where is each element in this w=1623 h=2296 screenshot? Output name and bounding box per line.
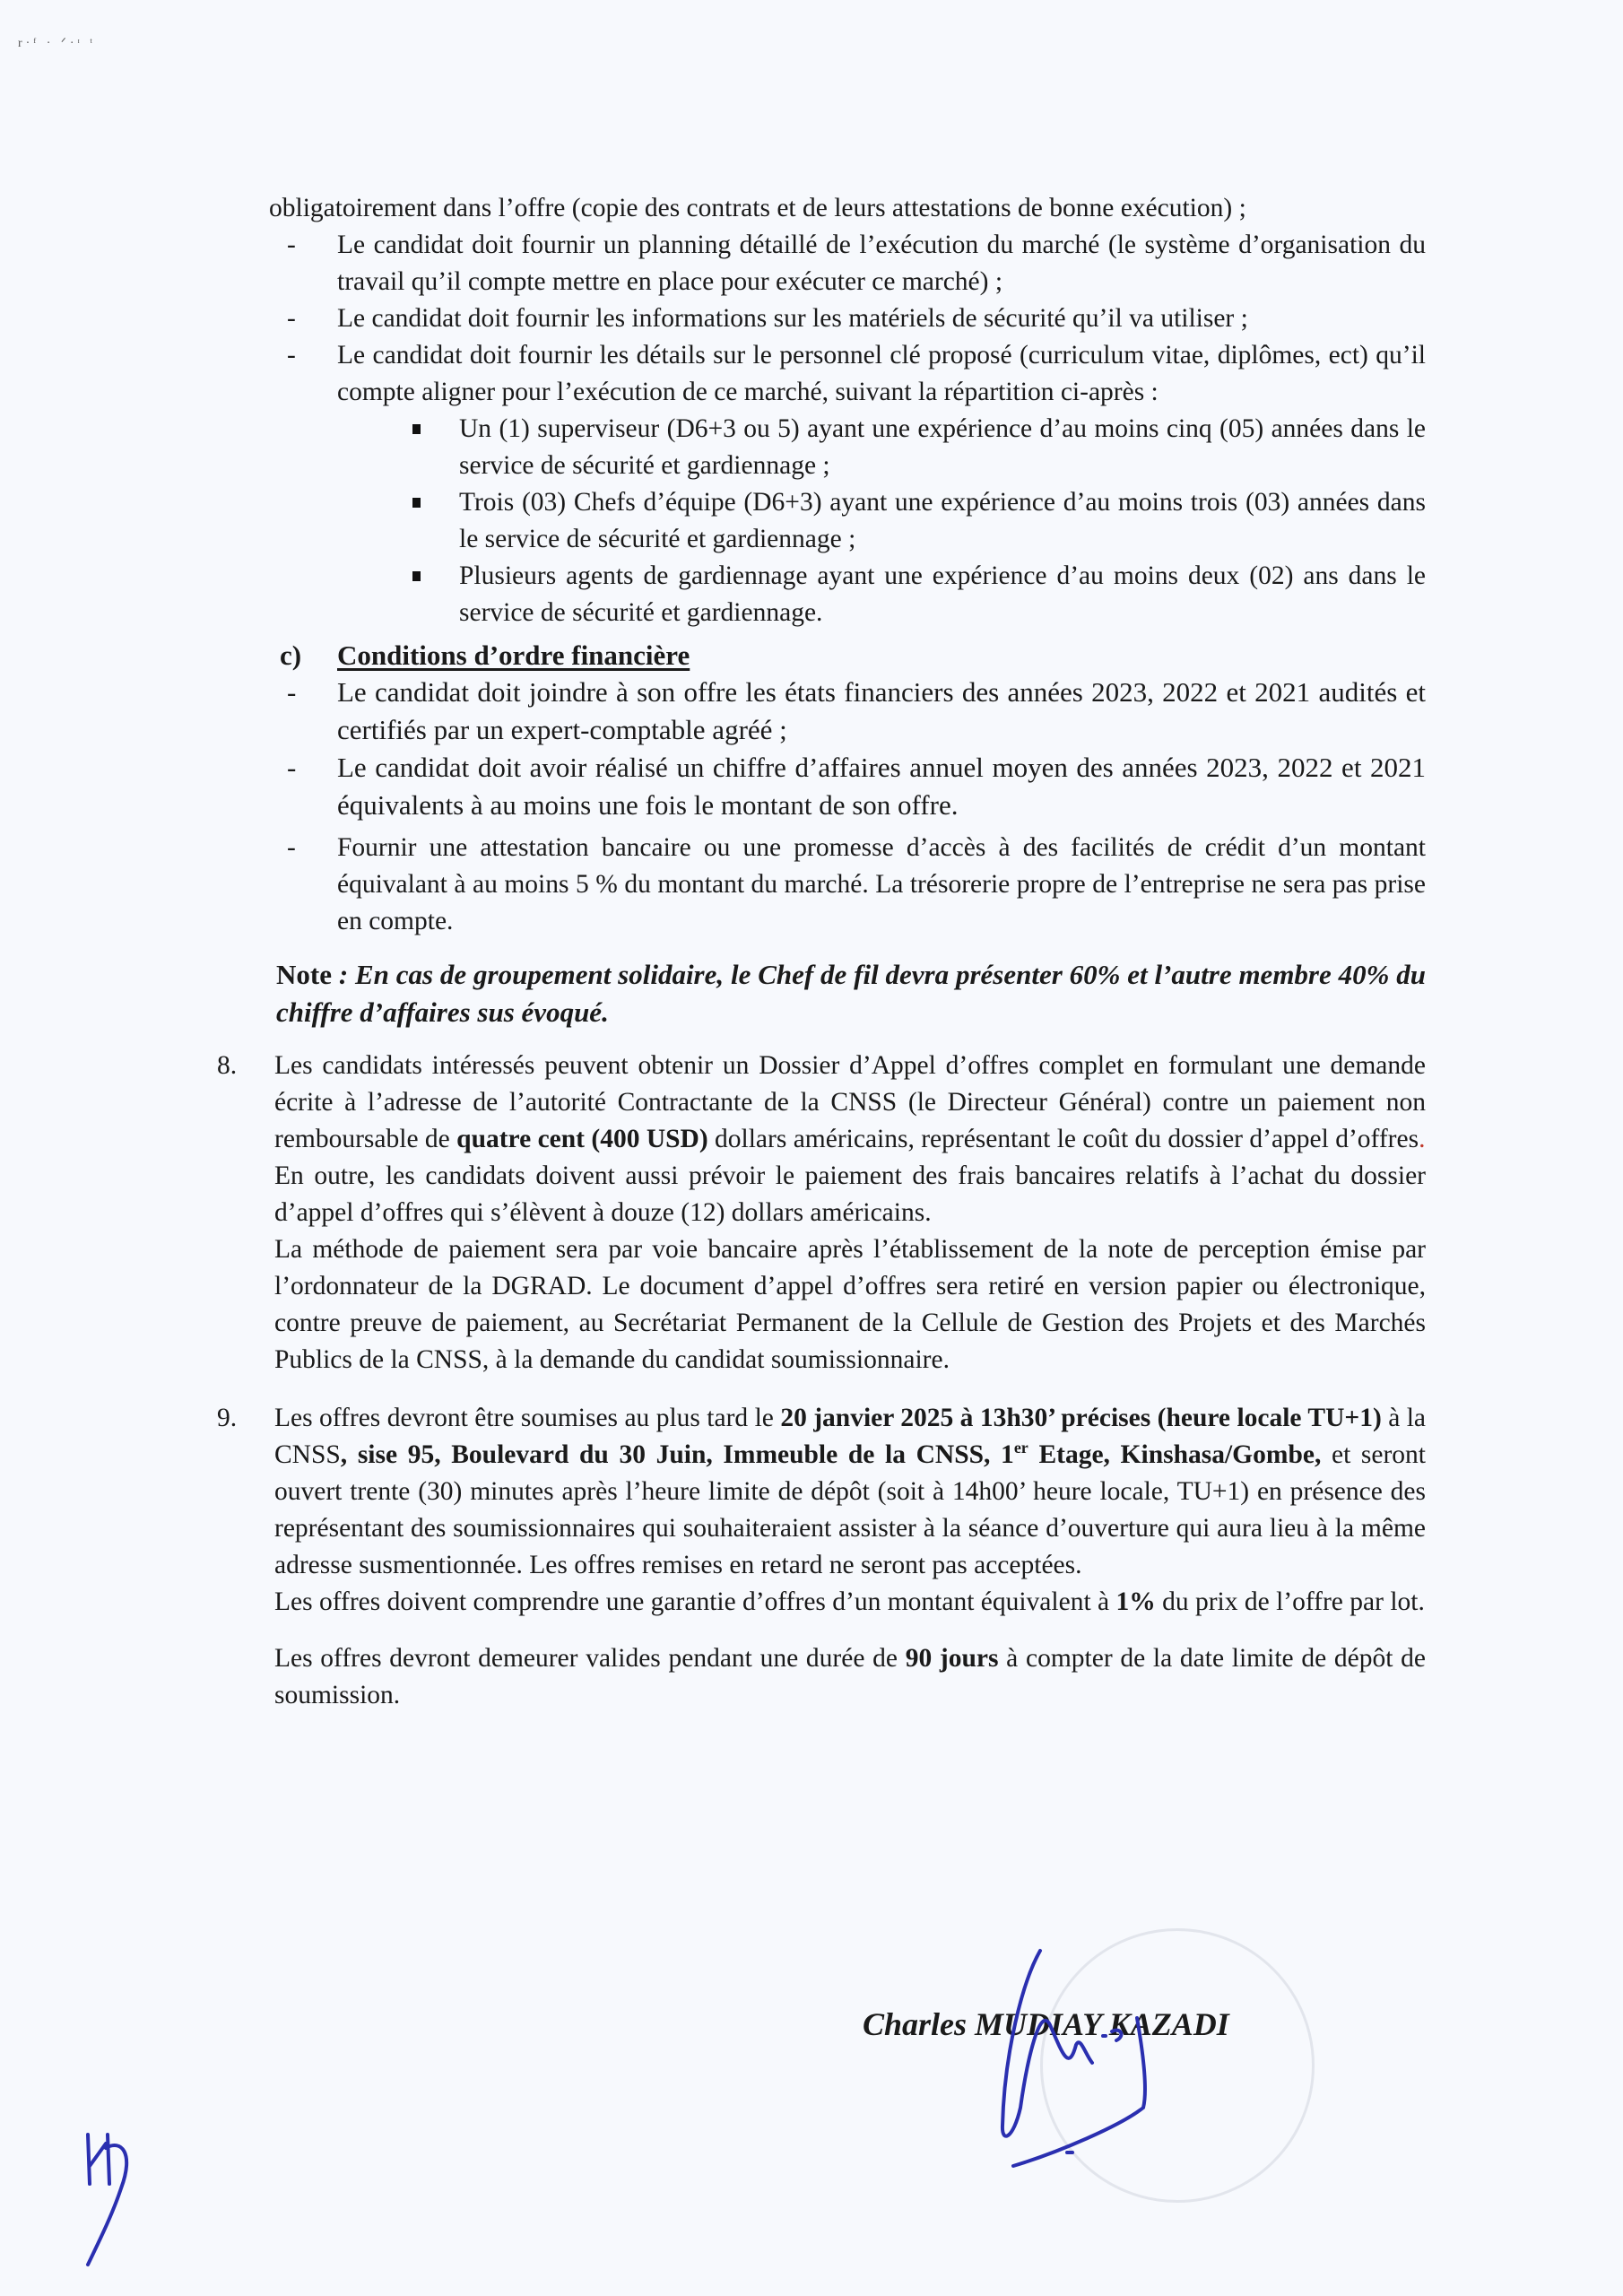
clause-8-p1: Les candidats intéressés peuvent obtenir un Dossier d’Appel d’offres complet en formulant une demande écrite à l’adresse de l’autorité Contractante de la CNSS (le Directeur Général) contre un paiement non remboursable de quatre cent (400 USD) dollars américains, représentant le coût du dossier d’appel d’offres. bbox=[274, 1051, 1426, 1153]
financial-item: - Le candidat doit joindre à son offre les états financiers des années 2023, 2022 et 2021 audités et certifiés par un expert-comptable agréé ; bbox=[287, 676, 1426, 745]
clause-8: 8. Les candidats intéressés peuvent obtenir un Dossier d’Appel d’offres complet en formulant une demande écrite à l’adresse de l’autorité Contractante de la CNSS (le Directeur Général) contre un paiement non remboursable de quatre cent (400 USD) dollars américains, représentant le coût du dossier d’appel d’offres. En outre, les candidats doivent aussi prévoir le paiement des frais bancaires relatifs à l’achat du dossier d’appel d’offres qui s’élèvent à douze (12) dollars américains. La méthode de paiement sera par voie bancaire après l’établissement de la note de perception émise par l’ordonnateur de la DGRAD. Le document d’appel d’offres sera retiré en version papier ou électronique, contre preuve de paiement, au Secrétariat Permanent de la Cellule de Gestion des Projets et des Marchés Publics de la CNSS, à la demande du candidat soumissionnaire. bbox=[269, 1048, 1426, 1378]
scan-marks: r·ᶠ · ᐟ·ᶦ ᵗ bbox=[18, 37, 96, 50]
signature-icon bbox=[986, 1946, 1273, 2179]
square-bullet-icon bbox=[412, 424, 421, 434]
square-bullet-icon bbox=[412, 498, 421, 508]
note: Note : En cas de groupement solidaire, le Chef de fil devra présenter 60% et l’autre membre 40% du chiffre d’affaires sus évoqué. bbox=[276, 959, 1427, 1028]
personnel-item: Plusieurs agents de gardiennage ayant une expérience d’au moins deux (02) ans dans le service de sécurité et gardiennage. bbox=[269, 558, 1426, 631]
initials-icon bbox=[72, 2117, 179, 2269]
personnel-item: Trois (03) Chefs d’équipe (D6+3) ayant une expérience d’au moins trois (03) années dans le service de sécurité et gardiennage ; bbox=[269, 484, 1426, 558]
personnel-list bbox=[269, 411, 1426, 631]
clause-8-p3: La méthode de paiement sera par voie bancaire après l’établissement de la note de perception émise par l’ordonnateur de la DGRAD. Le document d’appel d’offres sera retiré en version papier ou électronique, contre preuve de paiement, au Secrétariat Permanent de la Cellule de Gestion des Projets et des Marchés Publics de la CNSS, à la demande du candidat soumissionnaire. bbox=[274, 1235, 1426, 1374]
personnel-item: Un (1) superviseur (D6+3 ou 5) ayant une expérience d’au moins cinq (05) années dans le service de sécurité et gardiennage ; bbox=[269, 411, 1426, 484]
clause-9-p3: Les offres devront demeurer valides pendant une durée de 90 jours à compter de la date limite de dépôt de soumission. bbox=[274, 1644, 1426, 1709]
technical-item: - Le candidat doit fournir un planning détaillé de l’exécution du marché (le système d’organisation du travail qu’il compte mettre en place pour exécuter ce marché) ; bbox=[287, 230, 1426, 296]
signatory-name: Charles MUDIAY KAZADI bbox=[863, 2006, 1229, 2042]
clause-9: 9. Les offres devront être soumises au plus tard le 20 janvier 2025 à 13h30’ précises (heure locale TU+1) à la CNSS, sise 95, Boulevard du 30 Juin, Immeuble de la CNSS, 1er Etage, Kinshasa/Gombe, et seront ouvert trente (30) minutes après l’heure limite de dépôt (soit à 14h00’ heure locale, TU+1) en présence des représentant des soumissionnaires qui souhaiteraient assister à la séance d’ouverture qui aura lieu à la même adresse susmentionnée. Les offres remises en retard ne seront pas acceptées. Les offres doivent comprendre une garantie d’offres d’un montant équivalent à 1% du prix de l’offre par lot. Les offres devront demeurer valides pendant une durée de 90 jours à compter de la date limite de dépôt de soumission. bbox=[269, 1400, 1426, 1714]
section-heading: c) Conditions d’ordre financière bbox=[280, 639, 690, 671]
clause-9-p1: Les offres devront être soumises au plus tard le 20 janvier 2025 à 13h30’ précises (heure locale TU+1) à la CNSS, sise 95, Boulevard du 30 Juin, Immeuble de la CNSS, 1er Etage, Kinshasa/Gombe, et seront ouvert trente (30) minutes après l’heure limite de dépôt (soit à 14h00’ heure locale, TU+1) en présence des représentant des soumissionnaires qui souhaiteraient assister à la séance d’ouverture qui aura lieu à la même adresse susmentionnée. Les offres remises en retard ne seront pas acceptées. bbox=[274, 1404, 1427, 1579]
financial-item: - Fournir une attestation bancaire ou une promesse d’accès à des facilités de crédit d’un montant équivalant à au moins 5 % du montant du marché. La trésorerie propre de l’entreprise ne sera pas prise en compte. bbox=[287, 833, 1426, 935]
clause-8-p2: En outre, les candidats doivent aussi prévoir le paiement des frais bancaires relatifs à l’achat du dossier d’appel d’offres qui s’élèvent à douze (12) dollars américains. bbox=[274, 1161, 1426, 1227]
financial-item: - Le candidat doit avoir réalisé un chiffre d’affaires annuel moyen des années 2023, 2022 et 2021 équivalents à au moins une fois le montant de son offre. bbox=[287, 752, 1426, 821]
technical-item: - Le candidat doit fournir les informations sur les matériels de sécurité qu’il va utiliser ; bbox=[287, 304, 1248, 333]
continuation-text: obligatoirement dans l’offre (copie des contrats et de leurs attestations de bonne exécution) ; bbox=[269, 194, 1246, 222]
technical-item: - Le candidat doit fournir les détails sur le personnel clé proposé (curriculum vitae, diplômes, ect) qu’il compte aligner pour l’exécution de ce marché, suivant la répartition ci-après : bbox=[287, 341, 1426, 406]
document-body bbox=[217, 190, 1427, 1714]
square-bullet-icon bbox=[412, 571, 421, 581]
clause-9-p2: Les offres doivent comprendre une garantie d’offres d’un montant équivalent à 1% du prix de l’offre par lot. bbox=[274, 1587, 1425, 1616]
